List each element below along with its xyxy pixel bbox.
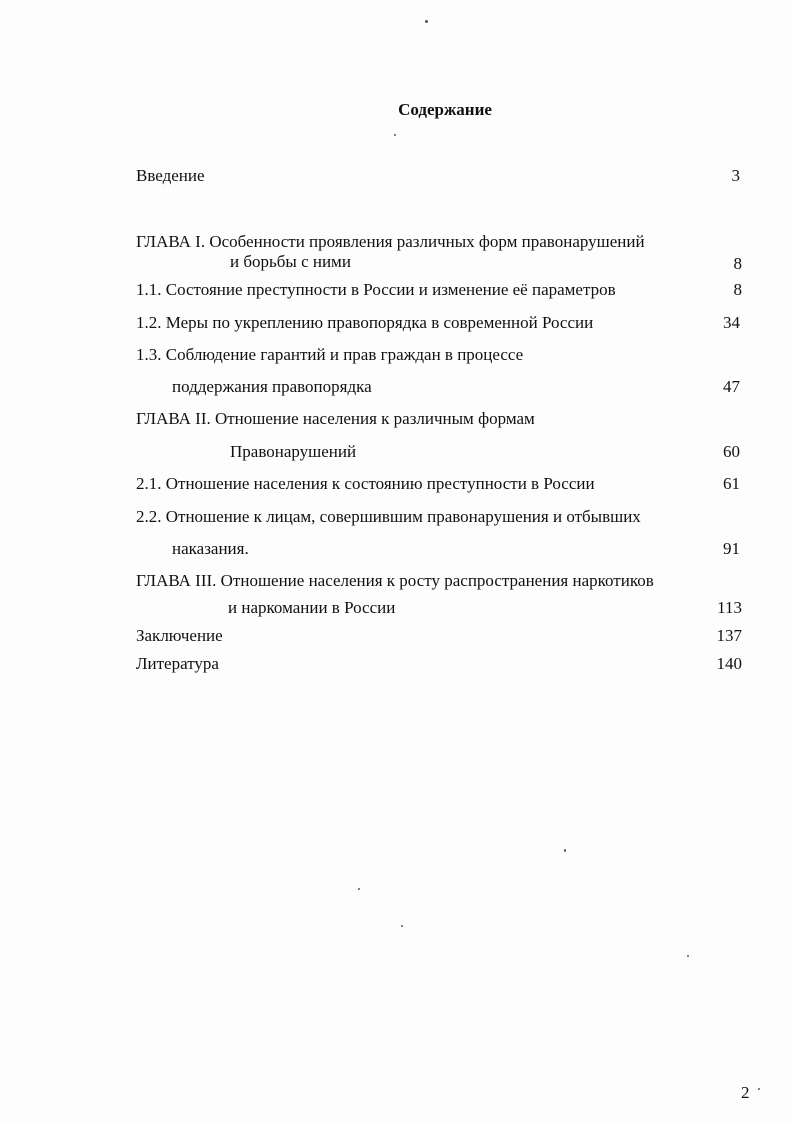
toc-entry-text: Правонарушений xyxy=(230,442,357,461)
toc-entry-text: ГЛАВА III. Отношение населения к росту распространения наркотиков xyxy=(136,571,654,590)
scan-speck xyxy=(358,888,360,890)
toc-entry-page: 140 xyxy=(716,654,742,673)
toc-entry-page: 8 xyxy=(733,280,742,299)
scan-speck xyxy=(401,925,403,927)
toc-entry-text: 2.2. Отношение к лицам, совершившим правонарушения и отбывших xyxy=(136,507,641,526)
toc-entry-text: Введение xyxy=(136,166,205,185)
toc-entry-text: Литература xyxy=(136,654,219,673)
toc-entry-text: 1.2. Меры по укреплению правопорядка в современной России xyxy=(136,313,594,332)
toc-entry-page: 61 xyxy=(723,474,740,493)
toc-entry-text: ГЛАВА II. Отношение населения к различным формам xyxy=(136,409,535,428)
toc-entry-text: ГЛАВА I. Особенности проявления различных форм правонарушений xyxy=(136,232,645,251)
toc-entry-page: 8 xyxy=(733,254,742,273)
toc-entry-page: 113 xyxy=(717,598,742,617)
scan-speck xyxy=(687,955,689,957)
toc-entry-text: поддержания правопорядка xyxy=(172,377,372,396)
scan-speck xyxy=(425,20,428,23)
page-title: Содержание xyxy=(398,100,492,119)
scan-speck xyxy=(394,134,396,136)
toc-entry-page: 60 xyxy=(723,442,740,461)
toc-entry-text: 2.1. Отношение населения к состоянию преступности в России xyxy=(136,474,595,493)
toc-entry-text: 1.3. Соблюдение гарантий и прав граждан в процессе xyxy=(136,345,524,364)
toc-entry-page: 91 xyxy=(723,539,740,558)
toc-entry-page: 3 xyxy=(731,166,740,185)
page-number: 2 xyxy=(741,1083,750,1102)
toc-entry-text: и наркомании в России xyxy=(228,598,396,617)
toc-entry-page: 137 xyxy=(716,626,742,645)
scan-speck xyxy=(564,849,566,852)
toc-entry-page: 34 xyxy=(723,313,740,332)
toc-entry-text: 1.1. Состояние преступности в России и изменение её параметров xyxy=(136,280,616,299)
toc-entry-page: 47 xyxy=(723,377,740,396)
toc-entry-text: наказания. xyxy=(172,539,249,558)
toc-entry-text: и борьбы с ними xyxy=(230,252,351,271)
scan-speck xyxy=(758,1088,760,1090)
toc-entry-text: Заключение xyxy=(136,626,223,645)
